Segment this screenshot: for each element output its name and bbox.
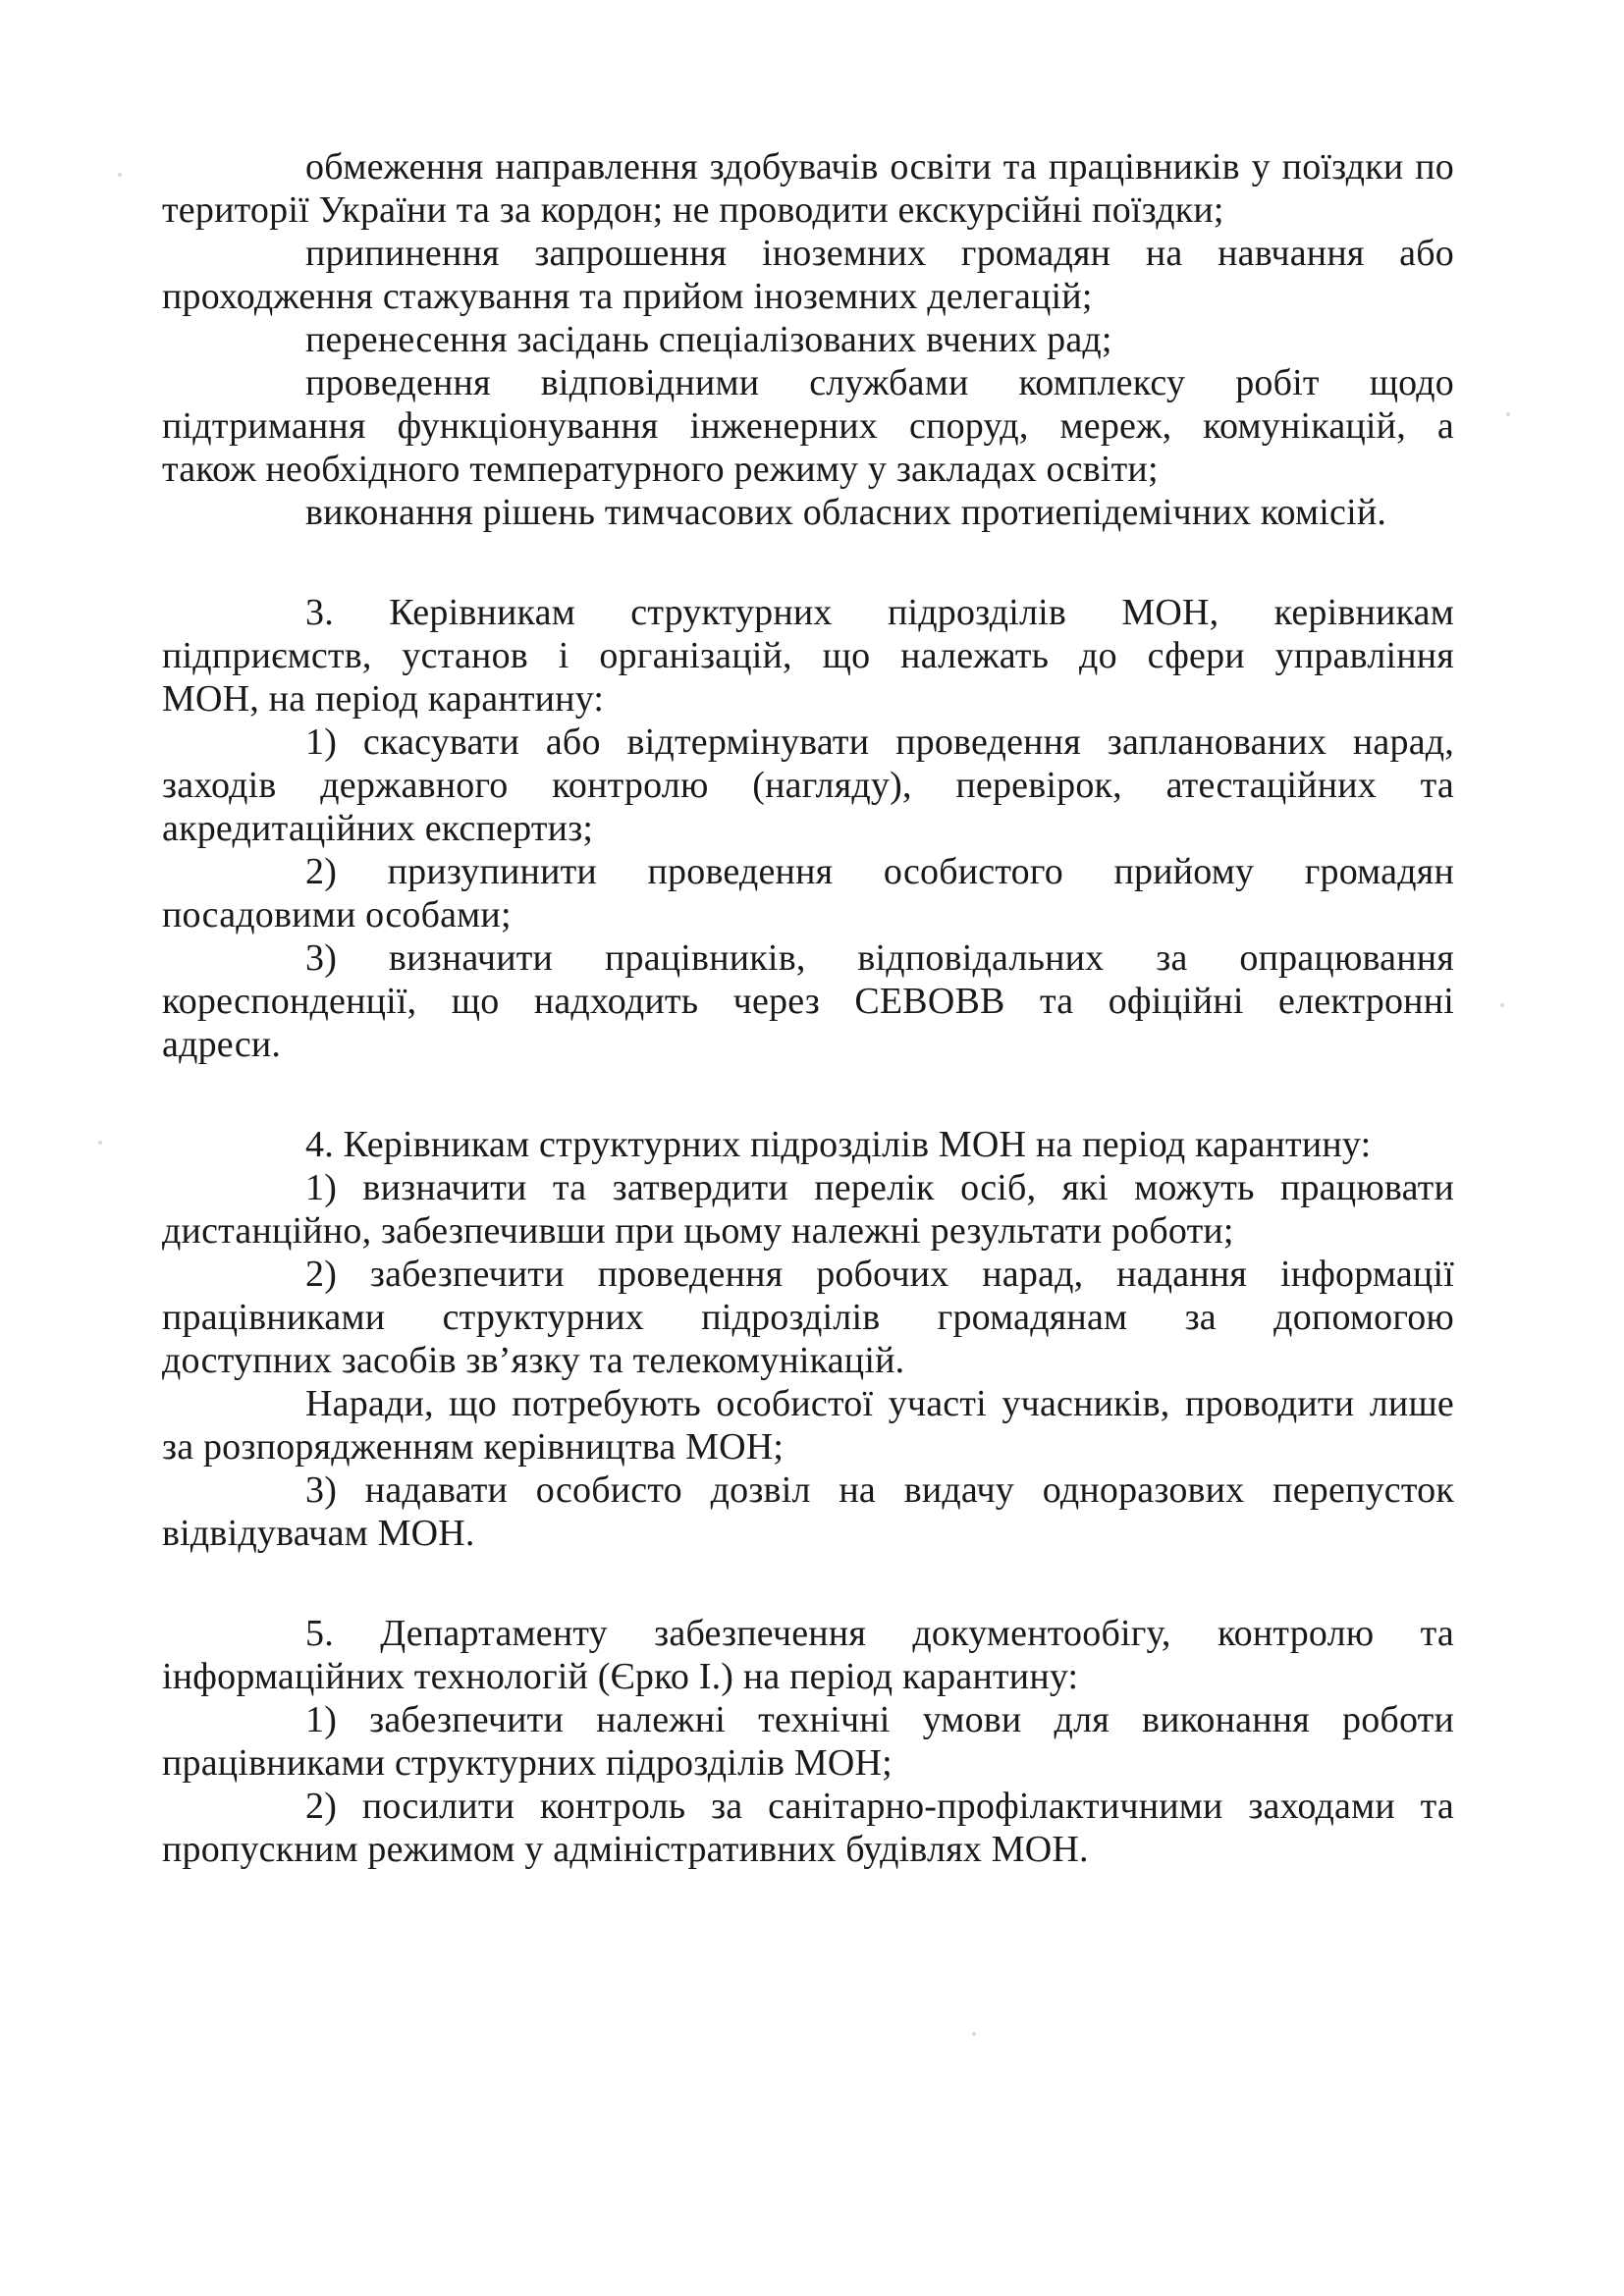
text-line: 3. Керівникам структурних підрозділів МОН, керівникам [305, 592, 1454, 633]
para-4-meetings-note [162, 1382, 1454, 1468]
text-line: перенесення засідань спеціалізованих вчених рад; [305, 319, 1112, 360]
document-text-block [162, 145, 1454, 1871]
text-line: 3) надавати особисто дозвіл на видачу одноразових перепусток [305, 1469, 1454, 1511]
para-3-intro [162, 591, 1454, 721]
text-line: підприємств, установ і організацій, що належать до сфери управління [162, 635, 1454, 676]
text-line: 2) призупинити проведення особистого прийому громадян [305, 851, 1454, 892]
para-4-sub-1 [162, 1166, 1454, 1253]
text-line: посадовими особами; [162, 894, 512, 935]
text-line: 1) забезпечити належні технічні умови для виконання роботи [305, 1699, 1454, 1740]
text-line: 3) визначити працівників, відповідальних за опрацювання [305, 937, 1454, 979]
scan-speck [118, 173, 122, 177]
scan-speck [98, 1141, 102, 1145]
text-line: відвідувачам МОН. [162, 1513, 475, 1554]
text-line: інформаційних технологій (Єрко І.) на період карантину: [162, 1656, 1079, 1697]
text-line: за розпорядженням керівництва МОН; [162, 1426, 785, 1468]
scan-speck [1500, 1003, 1504, 1007]
text-line: кореспонденції, що надходить через СЕВОВВ та офіційні електронні [162, 981, 1454, 1022]
scan-speck [1506, 412, 1510, 416]
para-3-sub-2 [162, 850, 1454, 936]
para-3-sub-1 [162, 721, 1454, 850]
text-line: заходів державного контролю (нагляду), перевірок, атестаційних та [162, 765, 1454, 806]
para-4-sub-3 [162, 1468, 1454, 1555]
text-line: 5. Департаменту забезпечення документообігу, контролю та [305, 1613, 1454, 1654]
para-5-intro [162, 1612, 1454, 1698]
text-line: виконання рішень тимчасових обласних протиепідемічних комісій. [305, 492, 1387, 533]
para-4-intro [162, 1123, 1454, 1166]
text-line: пропускним режимом у адміністративних будівлях МОН. [162, 1829, 1089, 1870]
text-line: 1) визначити та затвердити перелік осіб, які можуть працювати [305, 1167, 1454, 1208]
para-4-sub-2 [162, 1253, 1454, 1382]
item-maintain-infrastructure [162, 361, 1454, 491]
item-stop-foreign-invitations [162, 232, 1454, 318]
text-line: проведення відповідними службами комплексу робіт щодо [305, 362, 1454, 403]
para-5-sub-1 [162, 1698, 1454, 1785]
text-line: також необхідного температурного режиму у закладах освіти; [162, 449, 1159, 490]
para-3-sub-3 [162, 936, 1454, 1066]
scan-speck [972, 2032, 976, 2036]
text-line: акредитаційних експертиз; [162, 808, 594, 849]
item-implement-commission-decisions [162, 491, 1454, 534]
text-line: 2) посилити контроль за санітарно-профілактичними заходами та [305, 1786, 1454, 1827]
text-line: адреси. [162, 1024, 282, 1065]
text-line: припинення запрошення іноземних громадян на навчання або [305, 233, 1454, 274]
text-line: проходження стажування та прийом іноземних делегацій; [162, 276, 1093, 317]
text-line: дистанційно, забезпечивши при цьому належні результати роботи; [162, 1210, 1234, 1252]
text-line: працівниками структурних підрозділів МОН; [162, 1742, 893, 1784]
text-line: 1) скасувати або відтермінувати проведення запланованих нарад, [305, 721, 1454, 763]
text-line: території України та за кордон; не проводити екскурсійні поїздки; [162, 189, 1224, 231]
text-line: 2) забезпечити проведення робочих нарад, надання інформації [305, 1254, 1454, 1295]
para-5-sub-2 [162, 1785, 1454, 1871]
item-postpone-scientific-councils [162, 318, 1454, 361]
text-line: доступних засобів зв’язку та телекомунікацій. [162, 1340, 905, 1381]
text-line: працівниками структурних підрозділів громадянам за допомогою [162, 1297, 1454, 1338]
text-line: МОН, на період карантину: [162, 678, 605, 720]
text-line: підтримання функціонування інженерних споруд, мереж, комунікацій, а [162, 405, 1454, 447]
text-line: обмеження направлення здобувачів освіти та працівників у поїздки по [305, 146, 1454, 187]
item-limit-travel [162, 145, 1454, 232]
text-line: 4. Керівникам структурних підрозділів МОН на період карантину: [305, 1124, 1372, 1165]
text-line: Наради, що потребують особистої участі учасників, проводити лише [305, 1383, 1454, 1424]
